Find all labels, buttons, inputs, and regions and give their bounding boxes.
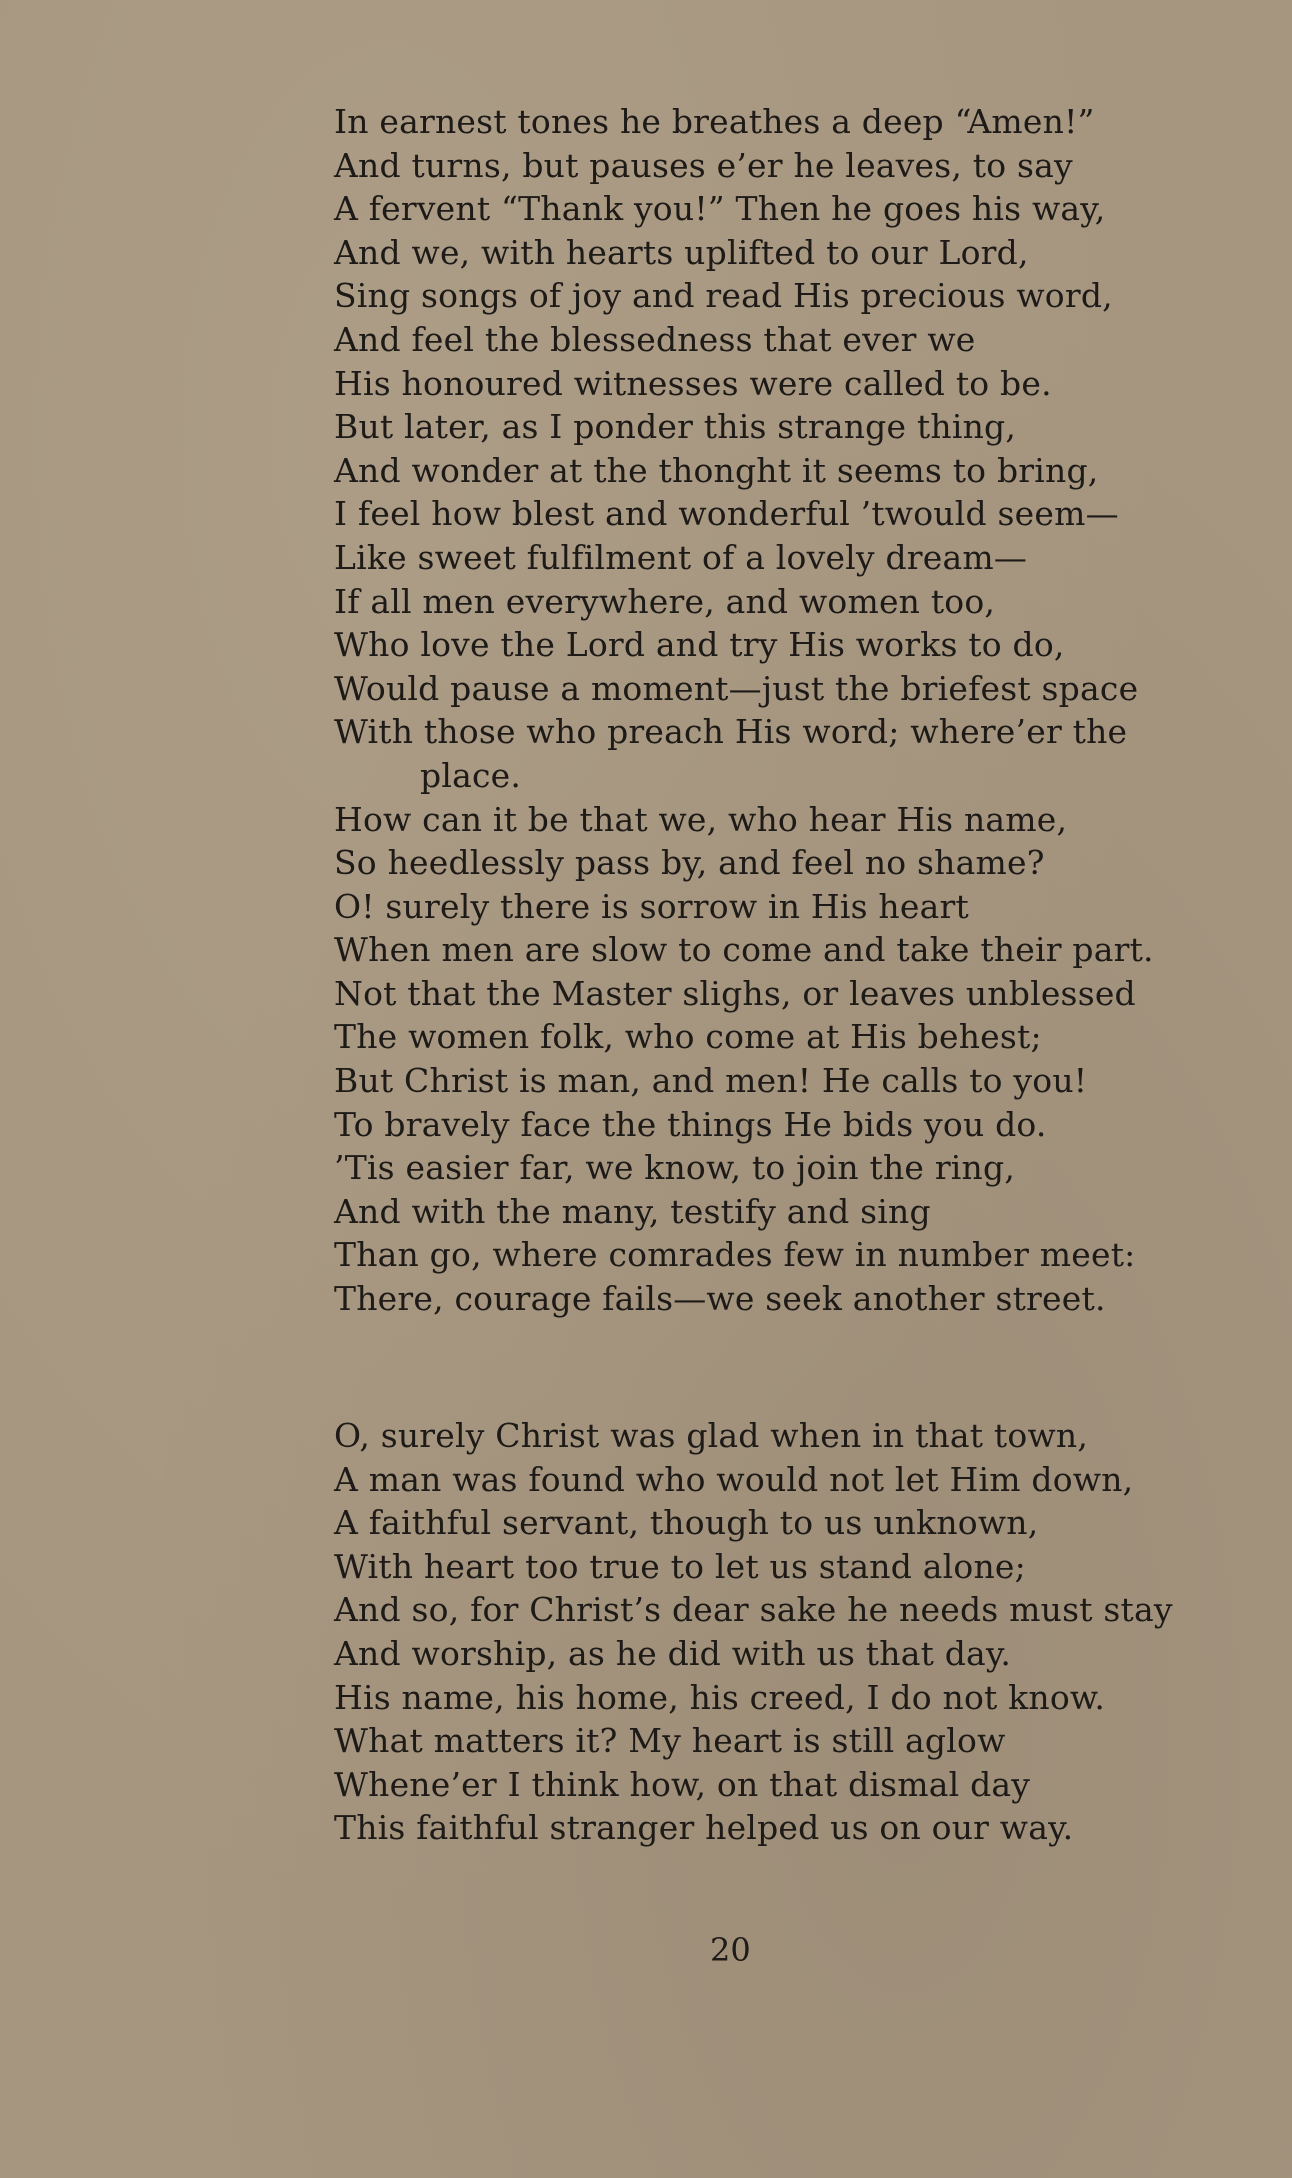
poem-line: To bravely face the things He bids you do.	[334, 1104, 1047, 1144]
poem-line: And feel the blessedness that ever we	[334, 319, 976, 359]
poem-line: O! surely there is sorrow in His heart	[334, 886, 969, 926]
poem-line-continuation: place.	[420, 755, 522, 795]
poem-line: How can it be that we, who hear His name,	[334, 799, 1068, 839]
poem-line: I feel how blest and wonderful ’twould seem—	[334, 494, 1119, 534]
poem-line: Like sweet fulfilment of a lovely dream—	[334, 537, 1028, 577]
poem-line: The women folk, who come at His behest;	[334, 1017, 1042, 1057]
poem-line: But Christ is man, and men! He calls to you!	[334, 1061, 1088, 1101]
poem-line: When men are slow to come and take their part.	[334, 930, 1154, 970]
poem-stanza-1	[334, 100, 1264, 1321]
poem-line: A faithful servant, though to us unknown,	[334, 1503, 1039, 1543]
page-number: 20	[710, 1931, 751, 1969]
poem-line: Sing songs of joy and read His precious word,	[334, 276, 1113, 316]
poem-line: Than go, where comrades few in number meet:	[334, 1235, 1136, 1275]
poem-line: His name, his home, his creed, I do not know.	[334, 1677, 1106, 1717]
poem-line: A man was found who would not let Him down,	[334, 1459, 1134, 1499]
poem-line: And wonder at the thonght it seems to bring,	[334, 450, 1099, 490]
poem-line: This faithful stranger helped us on our way.	[334, 1808, 1074, 1848]
poem-line: His honoured witnesses were called to be.	[334, 363, 1052, 403]
poem-line: And we, with hearts uplifted to our Lord,	[334, 232, 1029, 272]
poem-line: Not that the Master slighs, or leaves unblessed	[334, 973, 1136, 1013]
poem-line: A fervent “Thank you!” Then he goes his way,	[334, 189, 1106, 229]
poem-line: ’Tis easier far, we know, to join the ring,	[334, 1148, 1016, 1188]
poem-line: In earnest tones he breathes a deep “Amen!”	[334, 102, 1095, 141]
poem-line: What matters it? My heart is still aglow	[334, 1721, 1006, 1761]
poem-line: So heedlessly pass by, and feel no shame?	[334, 843, 1045, 883]
poem-line: Who love the Lord and try His works to do,	[334, 625, 1065, 665]
poem-line: And turns, but pauses e’er he leaves, to say	[334, 145, 1073, 185]
poem-line: There, courage fails—we seek another street.	[334, 1279, 1106, 1319]
poem-line: Whene’er I think how, on that dismal day	[334, 1764, 1031, 1804]
poem-line: If all men everywhere, and women too,	[334, 581, 996, 621]
poem-stanza-2	[334, 1414, 1264, 1850]
poem-line: And worship, as he did with us that day.	[334, 1633, 1012, 1673]
poem-line: And with the many, testify and sing	[334, 1191, 931, 1231]
poem-line: Would pause a moment—just the briefest space	[334, 668, 1139, 708]
poem-line: With those who preach His word; where’er the	[334, 712, 1128, 752]
poem-line: O, surely Christ was glad when in that town,	[334, 1416, 1089, 1455]
poem-line: And so, for Christ’s dear sake he needs must stay	[334, 1590, 1173, 1630]
poem-line: But later, as I ponder this strange thing,	[334, 407, 1017, 447]
poem-line: With heart too true to let us stand alone;	[334, 1546, 1026, 1586]
